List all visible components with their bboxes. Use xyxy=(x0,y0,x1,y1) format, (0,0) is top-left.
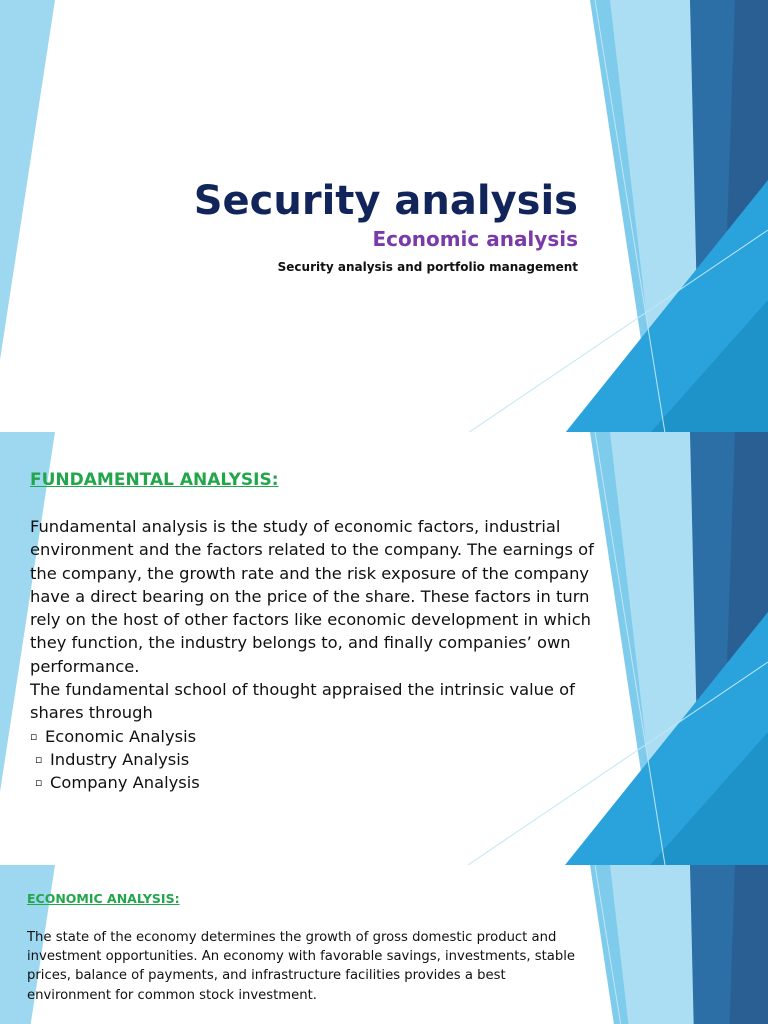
paragraph: The state of the economy determines the growth of gross domestic product and investment opportunities. An economy with favorable savings, investments, stable prices, balance of payments, and infrastructure facilities provides a best environment for common stock investment. xyxy=(27,930,575,1003)
square-bullet-icon: ▫ xyxy=(35,752,43,766)
list-item: ▫ Company Analysis xyxy=(30,771,595,794)
caption: Security analysis and portfolio management xyxy=(277,260,578,274)
list-item: ▫ Economic Analysis xyxy=(30,725,595,748)
slide-fundamental-analysis xyxy=(0,432,768,865)
paragraph: Fundamental analysis is the study of economic factors, industrial environment and the factors related to the company. The earnings of the company, the growth rate and the risk exposure of the company have a direct bearing on the price of the share. These factors in turn rely on the host of other factors like economic development in which they function, the industry belongs to, and finally companies’ own performance. xyxy=(30,517,594,676)
list-item: ▫ Industry Analysis xyxy=(30,748,595,771)
section-heading: ECONOMIC ANALYSIS: xyxy=(27,891,180,906)
page-title: Security analysis xyxy=(193,178,578,224)
bullet-list xyxy=(30,725,595,795)
slide-title xyxy=(0,0,768,432)
square-bullet-icon: ▫ xyxy=(35,776,43,790)
subtitle: Economic analysis xyxy=(372,227,578,251)
paragraph: The fundamental school of thought appraised the intrinsic value of shares through xyxy=(30,680,575,723)
section-heading: FUNDAMENTAL ANALYSIS: xyxy=(30,470,279,490)
section-body xyxy=(30,515,595,795)
square-bullet-icon: ▫ xyxy=(30,729,38,743)
slide-economic-analysis xyxy=(0,865,768,1024)
